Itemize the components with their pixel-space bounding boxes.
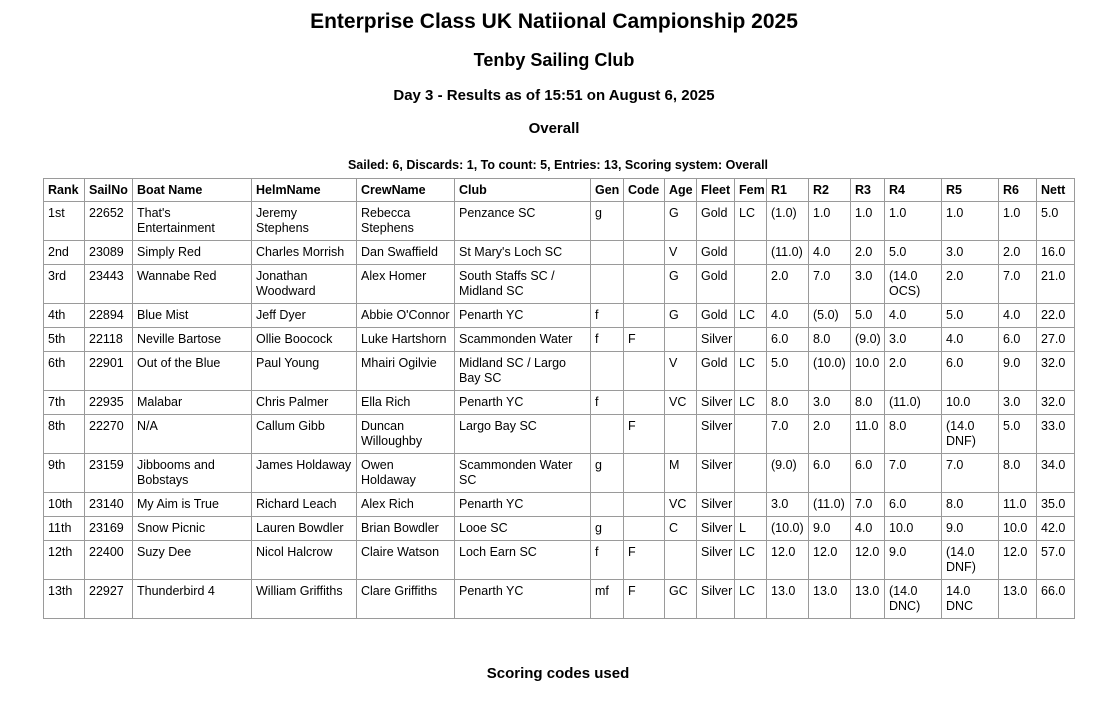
cell-r1: (1.0) xyxy=(767,202,809,241)
table-row xyxy=(44,391,1075,415)
cell-rank: 12th xyxy=(44,541,85,580)
cell-fleet: Silver xyxy=(697,541,735,580)
cell-r1: 2.0 xyxy=(767,265,809,304)
results-timestamp: Day 3 - Results as of 15:51 on August 6, 2025 xyxy=(393,87,715,104)
table-row xyxy=(44,541,1075,580)
cell-helm-name: James Holdaway xyxy=(252,454,357,493)
cell-gen: f xyxy=(591,328,624,352)
cell-r3: 1.0 xyxy=(851,202,885,241)
cell-club: Penarth YC xyxy=(455,580,591,619)
cell-r5: 7.0 xyxy=(942,454,999,493)
cell-nett: 42.0 xyxy=(1037,517,1075,541)
cell-r5: 1.0 xyxy=(942,202,999,241)
cell-rank: 6th xyxy=(44,352,85,391)
cell-crew-name: Claire Watson xyxy=(357,541,455,580)
cell-code xyxy=(624,352,665,391)
cell-helm-name: Nicol Halcrow xyxy=(252,541,357,580)
cell-r2: 4.0 xyxy=(809,241,851,265)
cell-age: VC xyxy=(665,391,697,415)
cell-boat-name: My Aim is True xyxy=(133,493,252,517)
cell-gen: f xyxy=(591,391,624,415)
cell-nett: 33.0 xyxy=(1037,415,1075,454)
cell-boat-name: Malabar xyxy=(133,391,252,415)
cell-r3: 7.0 xyxy=(851,493,885,517)
cell-r4: 5.0 xyxy=(885,241,942,265)
cell-crew-name: Rebecca Stephens xyxy=(357,202,455,241)
cell-gen: f xyxy=(591,541,624,580)
cell-fem xyxy=(735,415,767,454)
cell-r1: (10.0) xyxy=(767,517,809,541)
cell-nett: 32.0 xyxy=(1037,352,1075,391)
cell-code: F xyxy=(624,580,665,619)
cell-nett: 57.0 xyxy=(1037,541,1075,580)
column-header-r2: R2 xyxy=(809,179,851,202)
cell-r3: 2.0 xyxy=(851,241,885,265)
cell-gen xyxy=(591,241,624,265)
cell-age xyxy=(665,328,697,352)
cell-r5: 9.0 xyxy=(942,517,999,541)
cell-crew-name: Owen Holdaway xyxy=(357,454,455,493)
cell-sail-no: 23159 xyxy=(85,454,133,493)
cell-fem xyxy=(735,454,767,493)
cell-fleet: Silver xyxy=(697,391,735,415)
column-header-boat-name: Boat Name xyxy=(133,179,252,202)
cell-boat-name: Snow Picnic xyxy=(133,517,252,541)
cell-r1: 13.0 xyxy=(767,580,809,619)
cell-club: Midland SC / Largo Bay SC xyxy=(455,352,591,391)
cell-age: V xyxy=(665,352,697,391)
column-header-helm-name: HelmName xyxy=(252,179,357,202)
cell-fleet: Gold xyxy=(697,304,735,328)
cell-age xyxy=(665,415,697,454)
cell-helm-name: Lauren Bowdler xyxy=(252,517,357,541)
cell-nett: 66.0 xyxy=(1037,580,1075,619)
cell-age: C xyxy=(665,517,697,541)
cell-gen: g xyxy=(591,202,624,241)
cell-r4: (14.0 DNC) xyxy=(885,580,942,619)
cell-gen xyxy=(591,493,624,517)
cell-r5: (14.0 DNF) xyxy=(942,415,999,454)
cell-helm-name: Jonathan Woodward xyxy=(252,265,357,304)
cell-club: Scammonden Water SC xyxy=(455,454,591,493)
cell-r6: 10.0 xyxy=(999,517,1037,541)
column-header-fleet: Fleet xyxy=(697,179,735,202)
cell-helm-name: Jeremy Stephens xyxy=(252,202,357,241)
cell-sail-no: 22894 xyxy=(85,304,133,328)
cell-r2: 3.0 xyxy=(809,391,851,415)
cell-r2: 1.0 xyxy=(809,202,851,241)
cell-boat-name: That's Entertainment xyxy=(133,202,252,241)
cell-fleet: Gold xyxy=(697,241,735,265)
cell-boat-name: Thunderbird 4 xyxy=(133,580,252,619)
cell-code xyxy=(624,454,665,493)
cell-crew-name: Ella Rich xyxy=(357,391,455,415)
cell-r1: 8.0 xyxy=(767,391,809,415)
table-row xyxy=(44,304,1075,328)
cell-boat-name: Jibbooms and Bobstays xyxy=(133,454,252,493)
cell-fleet: Silver xyxy=(697,580,735,619)
cell-r6: 8.0 xyxy=(999,454,1037,493)
cell-crew-name: Alex Homer xyxy=(357,265,455,304)
scoring-codes-heading: Scoring codes used xyxy=(486,665,630,682)
cell-code xyxy=(624,304,665,328)
cell-code: F xyxy=(624,415,665,454)
cell-fleet: Silver xyxy=(697,517,735,541)
cell-r1: 4.0 xyxy=(767,304,809,328)
cell-nett: 32.0 xyxy=(1037,391,1075,415)
cell-rank: 9th xyxy=(44,454,85,493)
cell-gen xyxy=(591,265,624,304)
cell-club: Penarth YC xyxy=(455,391,591,415)
cell-r4: (14.0 OCS) xyxy=(885,265,942,304)
cell-r3: 3.0 xyxy=(851,265,885,304)
cell-gen xyxy=(591,352,624,391)
column-header-r5: R5 xyxy=(942,179,999,202)
cell-r3: 11.0 xyxy=(851,415,885,454)
cell-fleet: Gold xyxy=(697,265,735,304)
cell-club: South Staffs SC / Midland SC xyxy=(455,265,591,304)
cell-fleet: Gold xyxy=(697,202,735,241)
column-header-r6: R6 xyxy=(999,179,1037,202)
cell-r2: 9.0 xyxy=(809,517,851,541)
cell-nett: 21.0 xyxy=(1037,265,1075,304)
cell-r5: 5.0 xyxy=(942,304,999,328)
cell-gen xyxy=(591,415,624,454)
cell-sail-no: 22901 xyxy=(85,352,133,391)
table-row xyxy=(44,517,1075,541)
table-row xyxy=(44,328,1075,352)
club-name: Tenby Sailing Club xyxy=(473,50,635,70)
cell-sail-no: 23089 xyxy=(85,241,133,265)
cell-nett: 16.0 xyxy=(1037,241,1075,265)
table-row xyxy=(44,265,1075,304)
cell-gen: g xyxy=(591,517,624,541)
column-header-club: Club xyxy=(455,179,591,202)
cell-rank: 3rd xyxy=(44,265,85,304)
cell-r6: 2.0 xyxy=(999,241,1037,265)
cell-crew-name: Clare Griffiths xyxy=(357,580,455,619)
cell-r3: 10.0 xyxy=(851,352,885,391)
cell-gen: mf xyxy=(591,580,624,619)
cell-code xyxy=(624,517,665,541)
cell-boat-name: Wannabe Red xyxy=(133,265,252,304)
column-header-r3: R3 xyxy=(851,179,885,202)
page-title: Enterprise Class UK Natiional Campionship 2025 xyxy=(310,10,798,33)
cell-boat-name: Simply Red xyxy=(133,241,252,265)
cell-code: F xyxy=(624,328,665,352)
cell-fleet: Silver xyxy=(697,493,735,517)
cell-helm-name: Ollie Boocock xyxy=(252,328,357,352)
table-row xyxy=(44,454,1075,493)
cell-crew-name: Duncan Willoughby xyxy=(357,415,455,454)
cell-fem: LC xyxy=(735,541,767,580)
table-row xyxy=(44,241,1075,265)
cell-r3: 6.0 xyxy=(851,454,885,493)
cell-rank: 2nd xyxy=(44,241,85,265)
cell-club: St Mary's Loch SC xyxy=(455,241,591,265)
cell-r2: 7.0 xyxy=(809,265,851,304)
cell-helm-name: Charles Morrish xyxy=(252,241,357,265)
section-heading: Overall xyxy=(528,120,580,137)
cell-rank: 13th xyxy=(44,580,85,619)
cell-rank: 10th xyxy=(44,493,85,517)
cell-rank: 4th xyxy=(44,304,85,328)
cell-helm-name: Paul Young xyxy=(252,352,357,391)
column-header-rank: Rank xyxy=(44,179,85,202)
cell-fem: LC xyxy=(735,352,767,391)
column-header-code: Code xyxy=(624,179,665,202)
cell-r2: (5.0) xyxy=(809,304,851,328)
cell-fem xyxy=(735,265,767,304)
cell-r4: 2.0 xyxy=(885,352,942,391)
cell-r3: 12.0 xyxy=(851,541,885,580)
header-row xyxy=(44,179,1075,202)
cell-helm-name: Chris Palmer xyxy=(252,391,357,415)
cell-boat-name: Blue Mist xyxy=(133,304,252,328)
cell-fem xyxy=(735,241,767,265)
cell-boat-name: Out of the Blue xyxy=(133,352,252,391)
cell-r3: 13.0 xyxy=(851,580,885,619)
cell-gen: g xyxy=(591,454,624,493)
cell-code: F xyxy=(624,541,665,580)
cell-r2: (11.0) xyxy=(809,493,851,517)
cell-nett: 22.0 xyxy=(1037,304,1075,328)
cell-r3: 5.0 xyxy=(851,304,885,328)
cell-r1: (11.0) xyxy=(767,241,809,265)
table-row xyxy=(44,352,1075,391)
cell-r6: 9.0 xyxy=(999,352,1037,391)
cell-r4: (11.0) xyxy=(885,391,942,415)
cell-nett: 34.0 xyxy=(1037,454,1075,493)
table-row xyxy=(44,580,1075,619)
cell-r6: 1.0 xyxy=(999,202,1037,241)
cell-boat-name: N/A xyxy=(133,415,252,454)
cell-r1: 7.0 xyxy=(767,415,809,454)
cell-code xyxy=(624,265,665,304)
cell-fem: L xyxy=(735,517,767,541)
cell-nett: 35.0 xyxy=(1037,493,1075,517)
results-body xyxy=(44,202,1075,619)
cell-r1: 3.0 xyxy=(767,493,809,517)
cell-crew-name: Dan Swaffield xyxy=(357,241,455,265)
cell-r2: 12.0 xyxy=(809,541,851,580)
cell-r5: 6.0 xyxy=(942,352,999,391)
cell-rank: 7th xyxy=(44,391,85,415)
column-header-r1: R1 xyxy=(767,179,809,202)
cell-r5: 10.0 xyxy=(942,391,999,415)
cell-r6: 3.0 xyxy=(999,391,1037,415)
cell-fem: LC xyxy=(735,202,767,241)
cell-rank: 11th xyxy=(44,517,85,541)
cell-r6: 6.0 xyxy=(999,328,1037,352)
cell-r5: 8.0 xyxy=(942,493,999,517)
column-header-crew-name: CrewName xyxy=(357,179,455,202)
column-header-age: Age xyxy=(665,179,697,202)
cell-club: Penzance SC xyxy=(455,202,591,241)
cell-r4: 6.0 xyxy=(885,493,942,517)
cell-r4: 4.0 xyxy=(885,304,942,328)
cell-sail-no: 22118 xyxy=(85,328,133,352)
cell-r6: 13.0 xyxy=(999,580,1037,619)
cell-r1: 6.0 xyxy=(767,328,809,352)
cell-r1: (9.0) xyxy=(767,454,809,493)
cell-sail-no: 23443 xyxy=(85,265,133,304)
cell-sail-no: 22270 xyxy=(85,415,133,454)
column-header-fem: Fem xyxy=(735,179,767,202)
cell-gen: f xyxy=(591,304,624,328)
cell-fem: LC xyxy=(735,580,767,619)
cell-r6: 4.0 xyxy=(999,304,1037,328)
cell-r6: 11.0 xyxy=(999,493,1037,517)
cell-r2: 8.0 xyxy=(809,328,851,352)
cell-boat-name: Neville Bartose xyxy=(133,328,252,352)
cell-sail-no: 22927 xyxy=(85,580,133,619)
cell-age xyxy=(665,541,697,580)
cell-age: G xyxy=(665,265,697,304)
cell-rank: 8th xyxy=(44,415,85,454)
cell-sail-no: 22652 xyxy=(85,202,133,241)
cell-r5: 3.0 xyxy=(942,241,999,265)
results-summary: Sailed: 6, Discards: 1, To count: 5, Entries: 13, Scoring system: Overall xyxy=(347,158,769,172)
cell-crew-name: Luke Hartshorn xyxy=(357,328,455,352)
table-row xyxy=(44,493,1075,517)
cell-r4: 1.0 xyxy=(885,202,942,241)
cell-r2: 2.0 xyxy=(809,415,851,454)
cell-r5: (14.0 DNF) xyxy=(942,541,999,580)
cell-fem xyxy=(735,493,767,517)
cell-r5: 4.0 xyxy=(942,328,999,352)
column-header-gen: Gen xyxy=(591,179,624,202)
cell-r2: (10.0) xyxy=(809,352,851,391)
column-header-nett: Nett xyxy=(1037,179,1075,202)
cell-r6: 7.0 xyxy=(999,265,1037,304)
cell-sail-no: 22935 xyxy=(85,391,133,415)
cell-crew-name: Mhairi Ogilvie xyxy=(357,352,455,391)
cell-r3: 4.0 xyxy=(851,517,885,541)
column-header-sail-no: SailNo xyxy=(85,179,133,202)
cell-sail-no: 22400 xyxy=(85,541,133,580)
table-row xyxy=(44,415,1075,454)
cell-r1: 5.0 xyxy=(767,352,809,391)
cell-crew-name: Abbie O'Connor xyxy=(357,304,455,328)
cell-rank: 5th xyxy=(44,328,85,352)
cell-fleet: Gold xyxy=(697,352,735,391)
cell-fleet: Silver xyxy=(697,415,735,454)
cell-boat-name: Suzy Dee xyxy=(133,541,252,580)
cell-nett: 27.0 xyxy=(1037,328,1075,352)
cell-crew-name: Alex Rich xyxy=(357,493,455,517)
cell-code xyxy=(624,391,665,415)
cell-code xyxy=(624,241,665,265)
cell-r3: (9.0) xyxy=(851,328,885,352)
cell-sail-no: 23140 xyxy=(85,493,133,517)
cell-r4: 8.0 xyxy=(885,415,942,454)
cell-crew-name: Brian Bowdler xyxy=(357,517,455,541)
cell-helm-name: William Griffiths xyxy=(252,580,357,619)
cell-r1: 12.0 xyxy=(767,541,809,580)
cell-club: Largo Bay SC xyxy=(455,415,591,454)
cell-r2: 13.0 xyxy=(809,580,851,619)
cell-helm-name: Jeff Dyer xyxy=(252,304,357,328)
cell-club: Looe SC xyxy=(455,517,591,541)
cell-r5: 14.0 DNC xyxy=(942,580,999,619)
cell-fem: LC xyxy=(735,391,767,415)
cell-age: G xyxy=(665,202,697,241)
cell-r6: 12.0 xyxy=(999,541,1037,580)
cell-r4: 3.0 xyxy=(885,328,942,352)
cell-club: Penarth YC xyxy=(455,493,591,517)
cell-nett: 5.0 xyxy=(1037,202,1075,241)
cell-fleet: Silver xyxy=(697,328,735,352)
cell-r4: 9.0 xyxy=(885,541,942,580)
cell-r6: 5.0 xyxy=(999,415,1037,454)
cell-r5: 2.0 xyxy=(942,265,999,304)
cell-age: V xyxy=(665,241,697,265)
cell-fem xyxy=(735,328,767,352)
cell-age: G xyxy=(665,304,697,328)
cell-r4: 10.0 xyxy=(885,517,942,541)
cell-age: VC xyxy=(665,493,697,517)
cell-club: Penarth YC xyxy=(455,304,591,328)
cell-helm-name: Richard Leach xyxy=(252,493,357,517)
cell-code xyxy=(624,202,665,241)
cell-age: M xyxy=(665,454,697,493)
cell-sail-no: 23169 xyxy=(85,517,133,541)
results-table xyxy=(43,178,1075,619)
cell-club: Loch Earn SC xyxy=(455,541,591,580)
cell-club: Scammonden Water xyxy=(455,328,591,352)
cell-helm-name: Callum Gibb xyxy=(252,415,357,454)
cell-rank: 1st xyxy=(44,202,85,241)
cell-r4: 7.0 xyxy=(885,454,942,493)
column-header-r4: R4 xyxy=(885,179,942,202)
cell-r2: 6.0 xyxy=(809,454,851,493)
table-row xyxy=(44,202,1075,241)
cell-fleet: Silver xyxy=(697,454,735,493)
cell-fem: LC xyxy=(735,304,767,328)
cell-r3: 8.0 xyxy=(851,391,885,415)
cell-code xyxy=(624,493,665,517)
cell-age: GC xyxy=(665,580,697,619)
